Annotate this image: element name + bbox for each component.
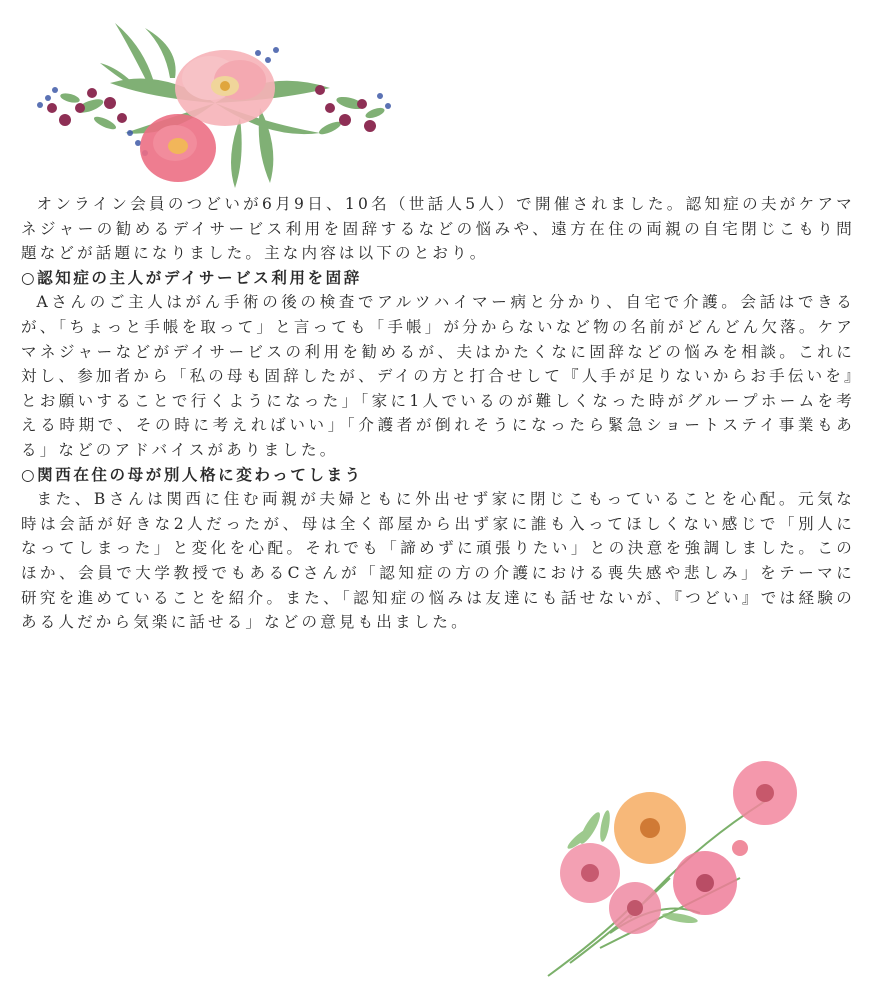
article-body: [21, 192, 855, 635]
cosmos-pink-top: [733, 761, 797, 825]
section-heading-2: ○関西在住の母が別人格に変わってしまう: [21, 464, 363, 484]
intro-paragraph: オンライン会員のつどいが6月9日、10名（世話人5人）で開催されました。認知症の夫がケアマネジャーの勧めるデイサービス利用を固辞するなどの悩みや、遠方在住の両親の自宅閉じこもり問題などが話題になりました。主な内容は以下のとおり。: [21, 195, 855, 263]
top-flower-bouquet-icon: [30, 8, 400, 190]
section-body-2: また、Bさんは関西に住む両親が夫婦ともに外出せず家に閉じこもっていることを心配。元気な時は会話が好きな2人だったが、母は全く部屋から出ず家に誰も入ってほしくない感じで「別人になってしまった」と変化を心配。それでも「諦めずに頑張りたい」との決意を強調しました。このほか、会員で大学教授でもあるCさんが「認知症の方の介護における喪失感や悲しみ」をテーマに研究を進めていることを紹介。また、「認知症の悩みは友達にも話せないが、『つどい』では経験のある人だから気楽に話せる」などの意見も出ました。: [21, 490, 855, 632]
cosmos-pink-bottom: [609, 882, 661, 934]
bottom-cosmos-flowers-icon: [540, 748, 830, 980]
section-heading-1: ○認知症の主人がデイサービス利用を固辞: [21, 267, 362, 287]
cosmos-pink-right: [673, 851, 737, 915]
cosmos-bud: [732, 840, 748, 856]
deep-pink-rose: [140, 114, 216, 182]
section-body-1: Aさんのご主人はがん手術の後の検査でアルツハイマー病と分かり、自宅で介護。会話はできるが、「ちょっと手帳を取って」と言っても「手帳」が分からないなど物の名前がどんどん欠落。ケアマネジャーなどがデイサービスの利用を勧めるが、夫はかたくなに固辞などの悩みを相談。これに対し、参加者から「私の母も固辞したが、デイの方と打合せして『人手が足りないからお手伝いを』とお願いすることで行くようになった」「家に1人でいるのが難しくなった時がグループホームを考える時期で、その時に考えればいい」「介護者が倒れそうになったら緊急ショートステイ事業もある」などのアドバイスがありました。: [21, 293, 855, 459]
cosmos-orange: [614, 792, 686, 864]
pink-rose: [175, 50, 275, 126]
cosmos-pink-left: [560, 843, 620, 903]
